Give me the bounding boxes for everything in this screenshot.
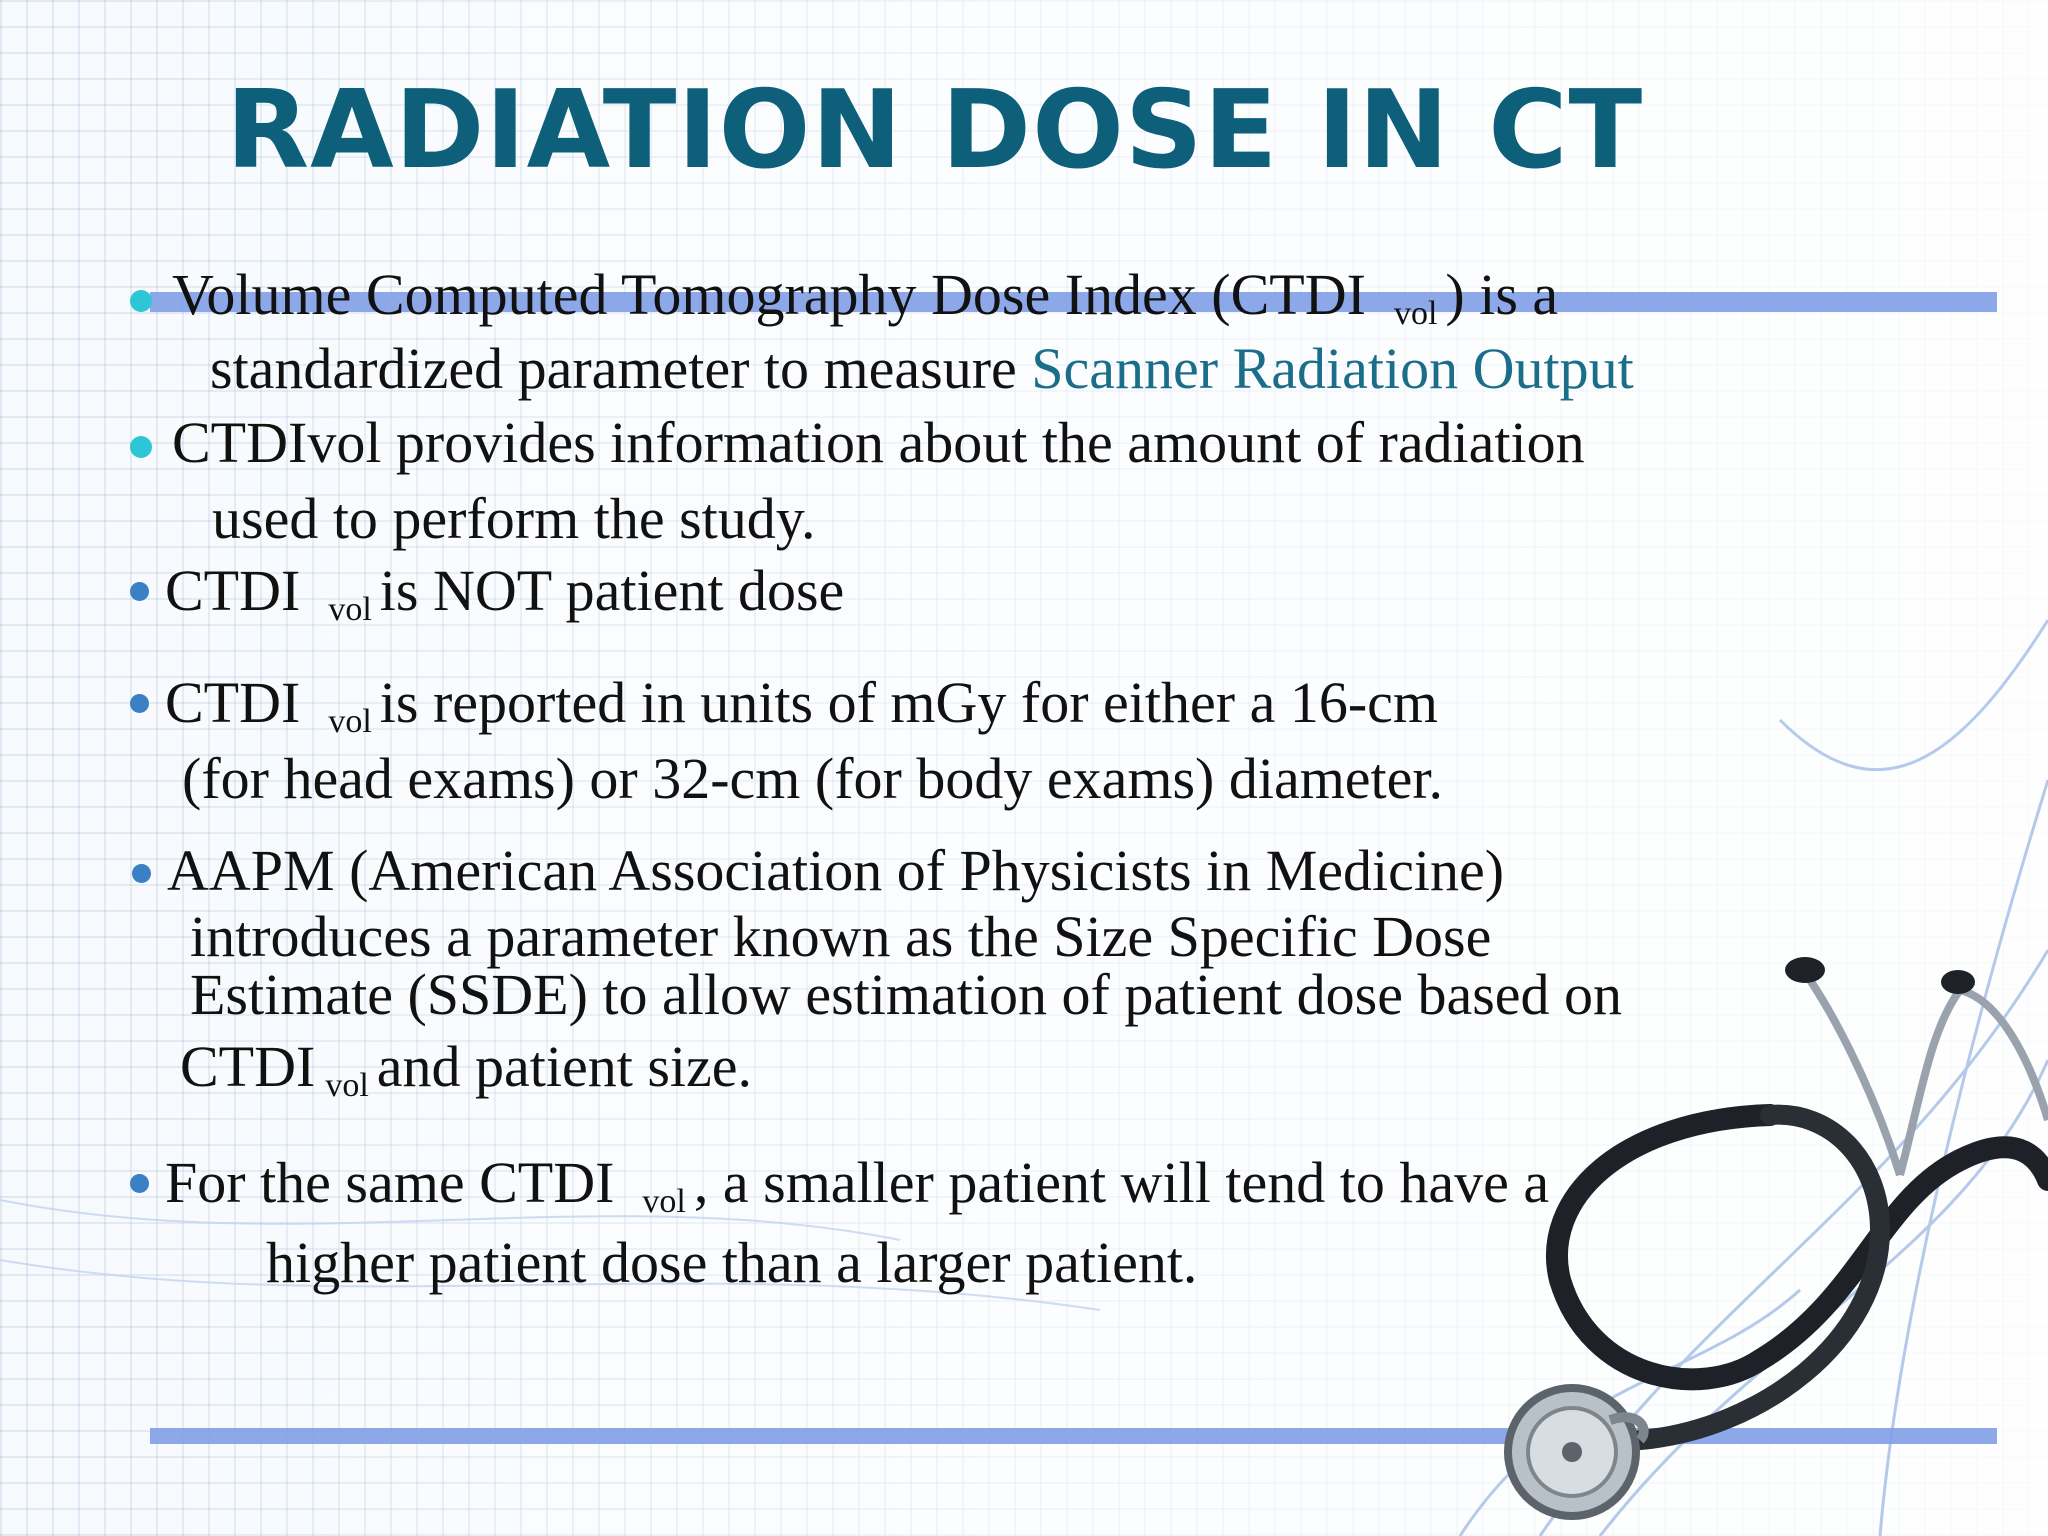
subscript: vol <box>642 1183 686 1220</box>
bullet-6-line-1 <box>165 1150 1549 1225</box>
bullet-text: and patient size. <box>376 1034 753 1099</box>
bullet-2-line-1: CTDIvol provides information about the amount of radiation <box>172 410 1585 475</box>
bullet-2-line-2: used to perform the study. <box>212 486 816 551</box>
bullet-5-line-1: AAPM (American Association of Physicists in Medicine) <box>167 838 1505 903</box>
bullet-text: CTDI <box>165 670 301 735</box>
bullet-dot <box>130 290 152 312</box>
subscript: vol <box>1393 295 1438 332</box>
subscript: vol <box>325 1067 369 1104</box>
bullet-text: For the same CTDI <box>165 1150 615 1215</box>
bullet-dot <box>130 1174 149 1193</box>
bullet-text: is reported in units of mGy for either a 16-cm <box>379 670 1438 735</box>
bullet-text: ) is a <box>1445 262 1559 327</box>
bullet-dot <box>130 582 149 601</box>
bullet-text: CTDI <box>180 1034 316 1099</box>
bullet-4-line-2: (for head exams) or 32-cm (for body exams) diameter. <box>182 746 1444 811</box>
bullet-5-line-3: Estimate (SSDE) to allow estimation of patient dose based on <box>190 962 1623 1027</box>
slide-title: RADIATION DOSE IN CT <box>226 68 1644 193</box>
subscript: vol <box>328 703 372 740</box>
highlighted-term: Scanner Radiation Output <box>1031 336 1634 401</box>
bullet-1-line-1 <box>172 262 1558 337</box>
bullet-text: is NOT patient dose <box>379 558 845 623</box>
bullet-dot <box>130 694 149 713</box>
bullet-dot <box>130 436 152 458</box>
bullet-5-line-2: introduces a parameter known as the Size Specific Dose <box>190 904 1492 969</box>
bullet-text: CTDI <box>165 558 301 623</box>
bullet-3-line-1 <box>165 558 844 633</box>
bullet-text: standardized parameter to measure <box>210 336 1032 401</box>
bullet-5-line-4 <box>180 1034 752 1109</box>
bullet-4-line-1 <box>165 670 1438 745</box>
bullet-dot <box>132 864 151 883</box>
bullet-text: Volume Computed Tomography Dose Index (CTDI <box>172 262 1366 327</box>
bullet-6-line-2: higher patient dose than a larger patient. <box>266 1230 1198 1295</box>
subscript: vol <box>328 591 372 628</box>
bullet-text: , a smaller patient will tend to have a <box>693 1150 1550 1215</box>
bullet-1-line-2 <box>210 336 1634 402</box>
